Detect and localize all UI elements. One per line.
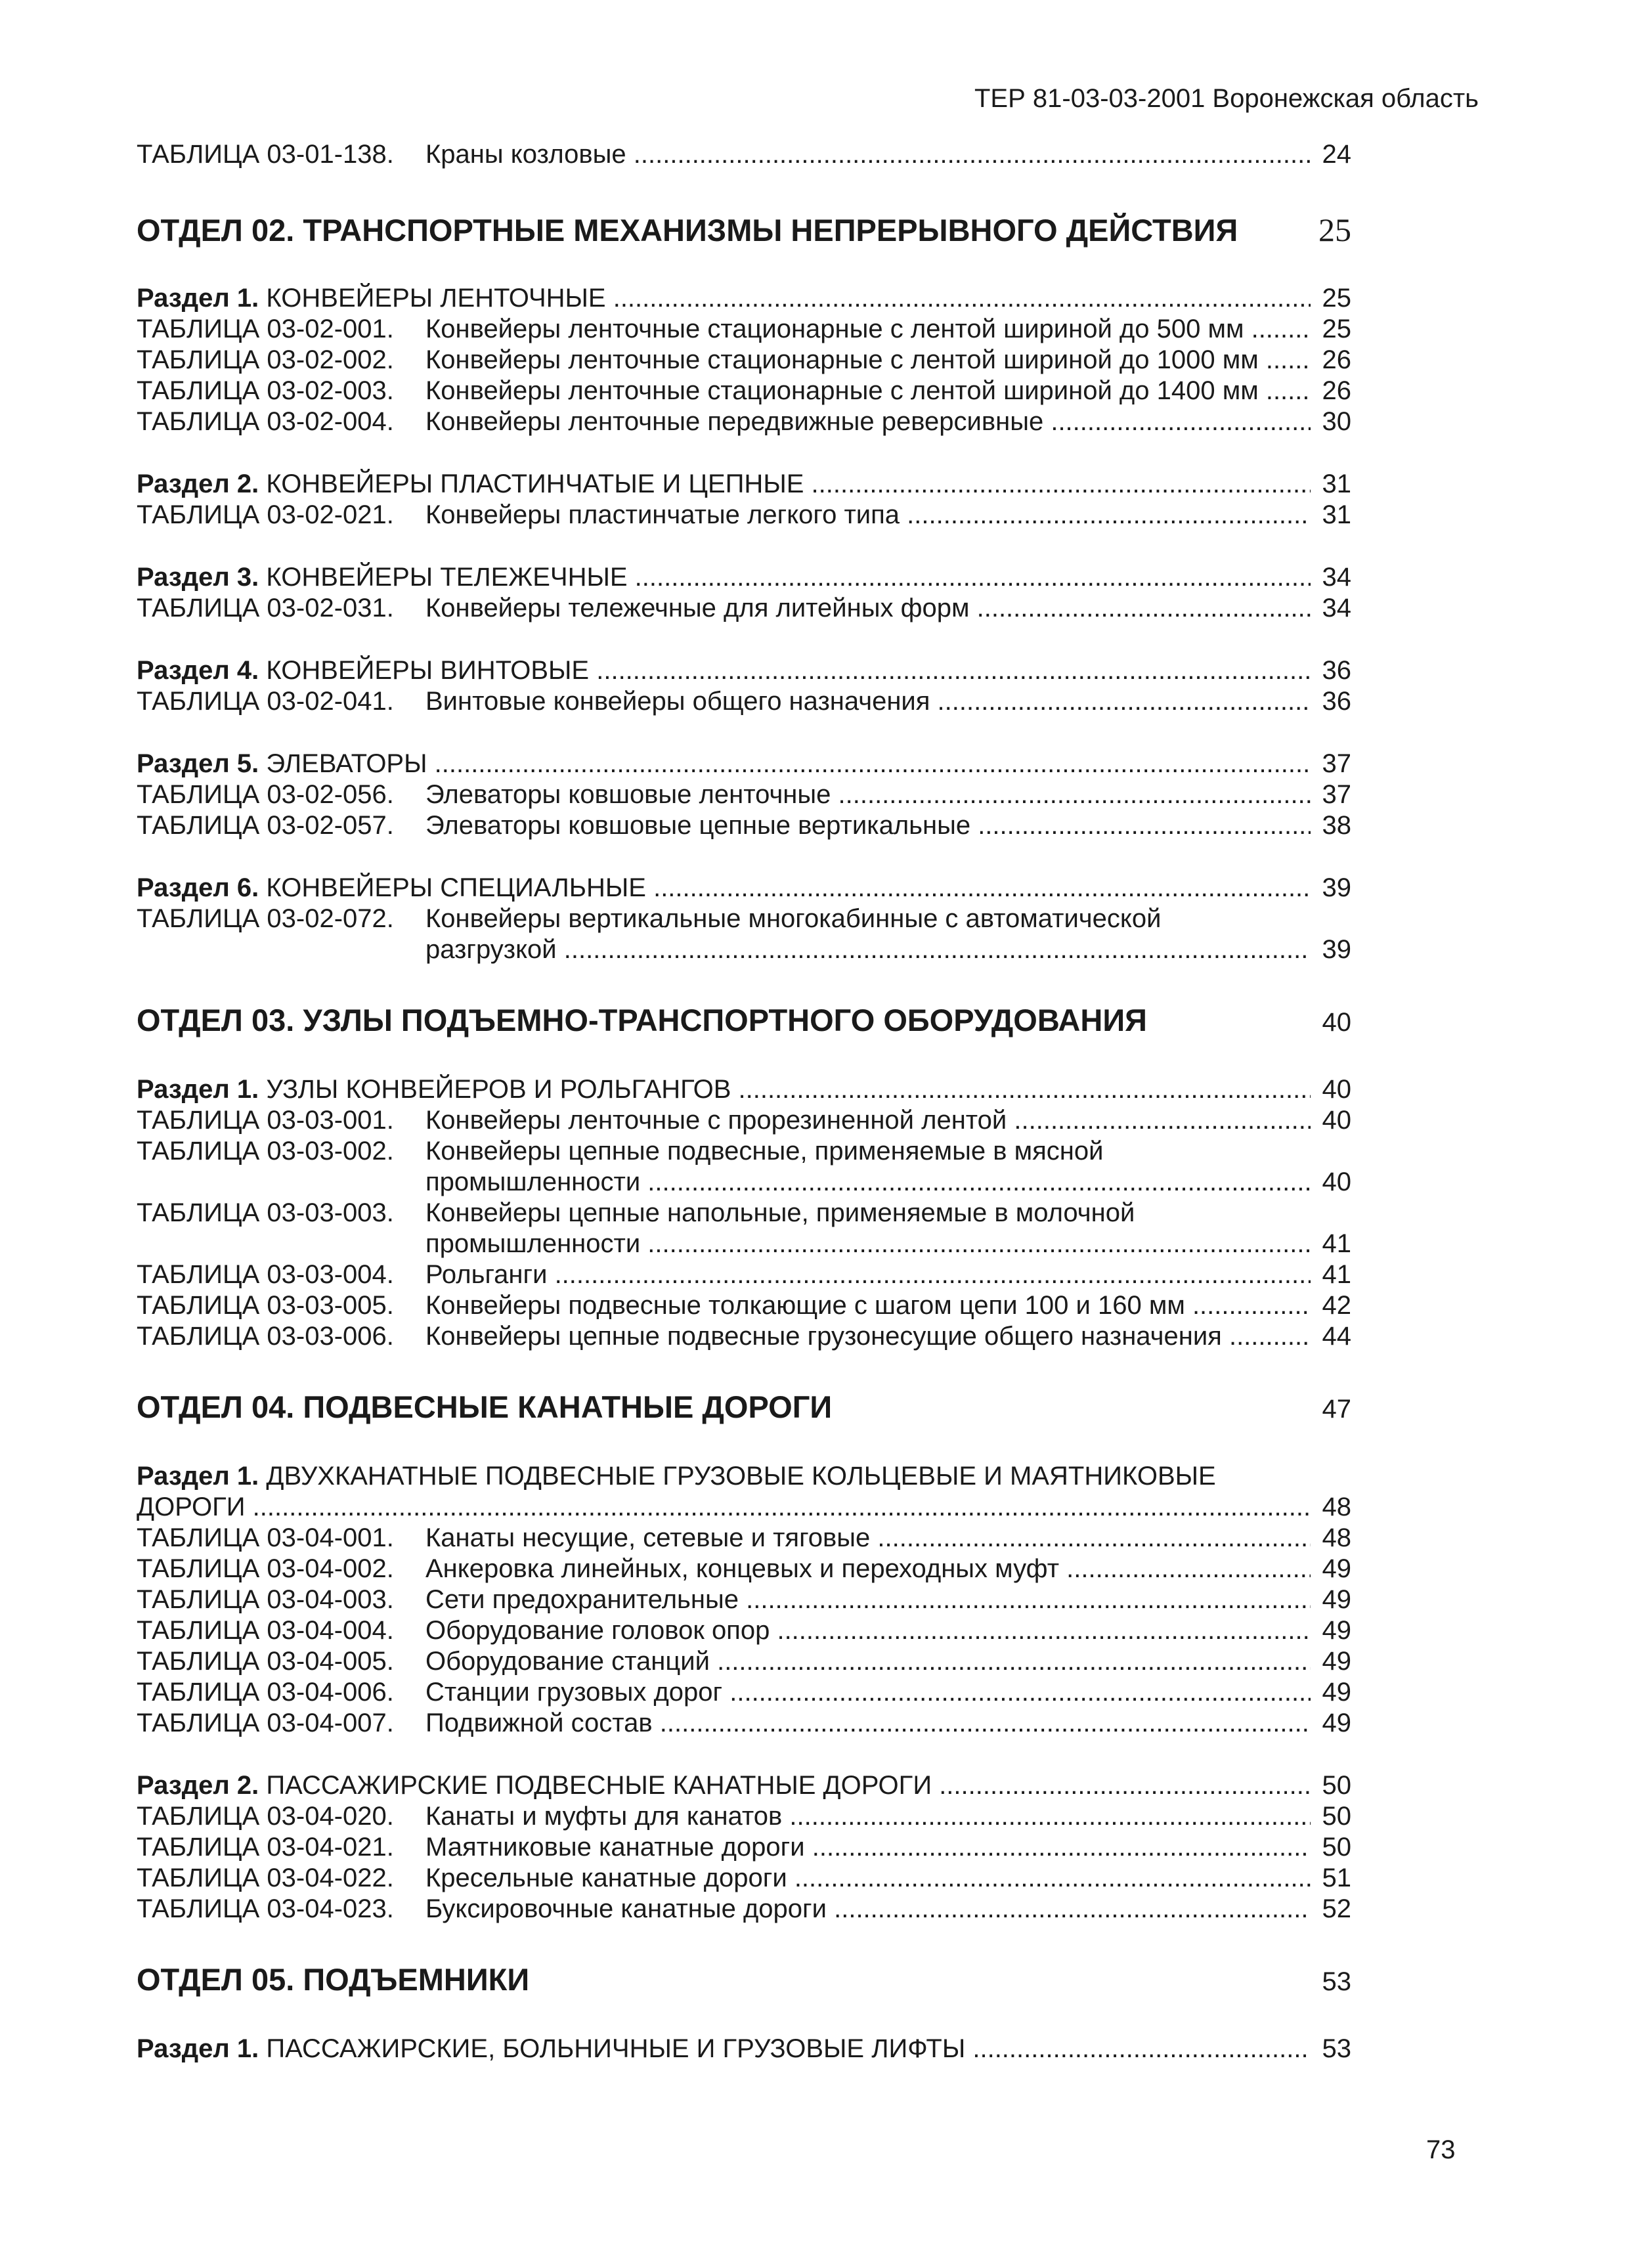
department-title: ОТДЕЛ 05. ПОДЪЕМНИКИ [137,1962,530,1997]
section-title: КОНВЕЙЕРЫ ВИНТОВЫЕ ..... [266,655,1311,686]
table-label: ТАБЛИЦА 03-02-041. [137,687,394,716]
table-page: 37 [1322,780,1351,809]
toc-table-entry [137,779,1351,810]
table-title: Анкеровка линейных, концевых и переходных муфт ..... [425,1554,1311,1584]
section-label: Раздел 2. [137,1771,259,1800]
toc-table-entry [137,593,1351,624]
section-heading [137,562,1351,593]
table-label: ТАБЛИЦА 03-04-001. [137,1523,394,1552]
department-page: 47 [1322,1395,1351,1424]
table-label: ТАБЛИЦА 03-03-004. [137,1260,394,1289]
table-title: Станции грузовых дорог ..... [425,1677,1311,1708]
toc-table-entry [137,1708,1351,1739]
toc-table-entry [137,314,1351,345]
table-label: ТАБЛИЦА 03-04-021. [137,1833,394,1862]
section-label: Раздел 4. [137,656,259,685]
table-page: 31 [1322,500,1351,529]
table-label: ТАБЛИЦА 03-03-003. [137,1198,394,1227]
table-label: ТАБЛИЦА 03-04-022. [137,1864,394,1892]
toc-table-entry [137,345,1351,376]
toc-table-entry [137,139,1351,170]
toc-table-entry [137,1290,1351,1321]
table-page: 49 [1322,1585,1351,1614]
section-title: КОНВЕЙЕРЫ СПЕЦИАЛЬНЫЕ ..... [266,873,1311,904]
department-title: ОТДЕЛ 03. УЗЛЫ ПОДЪЕМНО-ТРАНСПОРТНОГО ОБОРУДОВАНИЯ [137,1003,1147,1037]
table-page: 51 [1322,1864,1351,1892]
table-label: ТАБЛИЦА 03-02-072. [137,904,394,933]
department-page: 53 [1322,1967,1351,1996]
toc-table-entry [137,1894,1351,1925]
table-title: Конвейеры цепные напольные, применяемые в молочной [425,1198,1135,1227]
section-page: 53 [1322,2034,1351,2063]
toc-table-entry [137,1554,1351,1584]
table-page: 49 [1322,1647,1351,1676]
section-title: ПАССАЖИРСКИЕ ПОДВЕСНЫЕ КАНАТНЫЕ ДОРОГИ ..... [266,1770,1311,1801]
table-label: ТАБЛИЦА 03-04-020. [137,1802,394,1831]
table-title: Канаты и муфты для канатов ..... [425,1801,1311,1832]
table-title: Элеваторы ковшовые ленточные ..... [425,779,1311,810]
section-title: ДВУХКАНАТНЫЕ ПОДВЕСНЫЕ ГРУЗОВЫЕ КОЛЬЦЕВЫЕ И МАЯТНИКОВЫЕ [266,1462,1216,1491]
table-page: 36 [1322,687,1351,716]
table-title: Конвейеры вертикальные многокабинные с автоматической [425,904,1162,933]
table-title: Конвейеры ленточные передвижные реверсивные ..... [425,406,1311,437]
section-line [137,1461,1351,1492]
table-page: 26 [1322,376,1351,405]
table-title: Конвейеры подвесные толкающие с шагом цепи 100 и 160 мм ..... [425,1290,1311,1321]
toc-table-entry [137,1615,1351,1646]
section-heading [137,2034,1351,2064]
table-page: 34 [1322,594,1351,622]
section-heading [137,1770,1351,1801]
table-title: Конвейеры ленточные стационарные с лентой шириной до 1400 мм ..... [425,376,1311,406]
table-title: Конвейеры цепные подвесные грузонесущие общего назначения ..... [425,1321,1311,1352]
section-heading [137,749,1351,779]
toc-table-entry [137,500,1351,531]
department-title: ОТДЕЛ 04. ПОДВЕСНЫЕ КАНАТНЫЕ ДОРОГИ [137,1389,833,1424]
table-page: 52 [1322,1894,1351,1923]
table-page: 49 [1322,1616,1351,1645]
table-title: Конвейеры пластинчатые легкого типа ..... [425,500,1311,531]
section-title: КОНВЕЙЕРЫ ТЕЛЕЖЕЧНЫЕ ..... [266,562,1311,593]
table-page: 49 [1322,1554,1351,1583]
toc-table-entry [137,1677,1351,1708]
table-title: Оборудование головок опор ..... [425,1615,1311,1646]
toc-table-entry [137,1259,1351,1290]
department-page: 40 [1322,1008,1351,1037]
section-label: Раздел 3. [137,563,259,592]
section-heading [137,655,1351,686]
table-title: Кресельные канатные дороги ..... [425,1863,1311,1894]
section-title-cont: ДОРОГИ ..... [137,1492,1311,1523]
table-title: Конвейеры цепные подвесные, применяемые в мясной [425,1137,1104,1166]
table-of-contents [137,139,1351,2064]
toc-table-entry [137,1863,1351,1894]
table-label: ТАБЛИЦА 03-02-031. [137,594,394,622]
toc-table-entry [137,1832,1351,1863]
table-title-cont: промышленности ..... [425,1167,1311,1198]
table-label: ТАБЛИЦА 03-04-006. [137,1678,394,1707]
table-label: ТАБЛИЦА 03-04-003. [137,1585,394,1614]
table-page: 42 [1322,1291,1351,1320]
section-line [137,1492,1351,1523]
department-title: ОТДЕЛ 02. ТРАНСПОРТНЫЕ МЕХАНИЗМЫ НЕПРЕРЫВНОГО ДЕЙСТВИЯ [137,213,1238,248]
table-label: ТАБЛИЦА 03-01-138. [137,140,394,169]
table-title: Оборудование станций ..... [425,1646,1311,1677]
table-label: ТАБЛИЦА 03-02-001. [137,315,394,343]
table-label: ТАБЛИЦА 03-02-021. [137,500,394,529]
department-heading [137,1961,1351,2007]
section-page: 37 [1322,749,1351,778]
section-label: Раздел 1. [137,1075,259,1104]
table-title: Конвейеры ленточные с прорезиненной лентой ..... [425,1105,1311,1136]
table-title-cont: разгрузкой ..... [425,934,1311,965]
table-label: ТАБЛИЦА 03-03-005. [137,1291,394,1320]
table-title: Рольганги ..... [425,1259,1311,1290]
table-page: 40 [1322,1106,1351,1135]
toc-table-entry [137,1105,1351,1136]
department-heading [137,211,1351,257]
section-label: Раздел 6. [137,873,259,902]
section-page: 36 [1322,656,1351,685]
toc-table-entry-cont [137,1167,1351,1198]
section-page: 40 [1322,1075,1351,1104]
section-heading [137,283,1351,314]
toc-table-entry [137,904,1351,934]
section-page: 48 [1322,1493,1351,1521]
section-label: Раздел 1. [137,1462,259,1491]
section-page: 34 [1322,563,1351,592]
section-label: Раздел 1. [137,2034,259,2063]
department-page: 25 [1318,211,1351,248]
table-label: ТАБЛИЦА 03-02-003. [137,376,394,405]
table-page: 38 [1322,811,1351,840]
section-label: Раздел 1. [137,284,259,313]
toc-table-entry [137,406,1351,437]
table-page: 39 [1322,935,1351,964]
table-title-cont: промышленности ..... [425,1229,1311,1259]
section-heading [137,1461,1351,1523]
section-heading [137,1074,1351,1105]
toc-table-entry [137,1523,1351,1554]
department-heading [137,1389,1351,1435]
section-label: Раздел 2. [137,469,259,498]
table-title: Канаты несущие, сетевые и тяговые ..... [425,1523,1311,1554]
table-title: Маятниковые канатные дороги ..... [425,1832,1311,1863]
section-label: Раздел 5. [137,749,259,778]
section-title: УЗЛЫ КОНВЕЙЕРОВ И РОЛЬГАНГОВ ..... [266,1074,1311,1105]
table-page: 44 [1322,1322,1351,1351]
table-label: ТАБЛИЦА 03-04-007. [137,1709,394,1737]
section-title: КОНВЕЙЕРЫ ЛЕНТОЧНЫЕ ..... [266,283,1311,314]
table-page: 49 [1322,1709,1351,1737]
table-label: ТАБЛИЦА 03-04-005. [137,1647,394,1676]
table-page: 24 [1322,140,1351,169]
table-page: 41 [1322,1260,1351,1289]
section-page: 25 [1322,284,1351,313]
table-page: 50 [1322,1833,1351,1862]
running-header: ТЕР 81-03-03-2001 Воронежская область [974,84,1479,113]
toc-table-entry [137,1136,1351,1167]
toc-table-entry [137,1646,1351,1677]
section-heading [137,469,1351,500]
section-title: ЭЛЕВАТОРЫ ..... [266,749,1311,779]
table-label: ТАБЛИЦА 03-02-004. [137,407,394,436]
toc-table-entry [137,686,1351,717]
table-title: Сети предохранительные ..... [425,1584,1311,1615]
table-label: ТАБЛИЦА 03-04-002. [137,1554,394,1583]
table-page: 26 [1322,345,1351,374]
section-page: 50 [1322,1771,1351,1800]
table-label: ТАБЛИЦА 03-03-002. [137,1137,394,1166]
department-heading [137,1002,1351,1048]
toc-table-entry [137,376,1351,406]
table-title: Конвейеры тележечные для литейных форм ..... [425,593,1311,624]
table-title: Краны козловые ..... [425,139,1311,170]
table-title: Буксировочные канатные дороги ..... [425,1894,1311,1925]
table-page: 49 [1322,1678,1351,1707]
table-title: Конвейеры ленточные стационарные с лентой шириной до 500 мм ..... [425,314,1311,345]
toc-table-entry [137,1584,1351,1615]
toc-table-entry [137,1321,1351,1352]
table-title: Подвижной состав ..... [425,1708,1311,1739]
table-title: Винтовые конвейеры общего назначения ..... [425,686,1311,717]
table-page: 30 [1322,407,1351,436]
toc-table-entry [137,1198,1351,1229]
section-page: 31 [1322,469,1351,498]
table-page: 48 [1322,1523,1351,1552]
page-number: 73 [1426,2135,1456,2164]
section-title: ПАССАЖИРСКИЕ, БОЛЬНИЧНЫЕ И ГРУЗОВЫЕ ЛИФТЫ ..... [266,2034,1311,2064]
section-title: КОНВЕЙЕРЫ ПЛАСТИНЧАТЫЕ И ЦЕПНЫЕ ..... [266,469,1311,500]
table-label: ТАБЛИЦА 03-04-023. [137,1894,394,1923]
section-heading [137,873,1351,904]
table-page: 25 [1322,315,1351,343]
table-page: 50 [1322,1802,1351,1831]
table-page: 40 [1322,1167,1351,1196]
table-label: ТАБЛИЦА 03-02-057. [137,811,394,840]
toc-table-entry-cont [137,1229,1351,1259]
table-label: ТАБЛИЦА 03-02-002. [137,345,394,374]
toc-table-entry-cont [137,934,1351,965]
table-label: ТАБЛИЦА 03-02-056. [137,780,394,809]
table-label: ТАБЛИЦА 03-03-006. [137,1322,394,1351]
table-label: ТАБЛИЦА 03-03-001. [137,1106,394,1135]
table-title: Конвейеры ленточные стационарные с лентой шириной до 1000 мм ..... [425,345,1311,376]
section-page: 39 [1322,873,1351,902]
table-title: Элеваторы ковшовые цепные вертикальные ..... [425,810,1311,841]
table-page: 41 [1322,1229,1351,1258]
toc-table-entry [137,810,1351,841]
table-label: ТАБЛИЦА 03-04-004. [137,1616,394,1645]
toc-table-entry [137,1801,1351,1832]
